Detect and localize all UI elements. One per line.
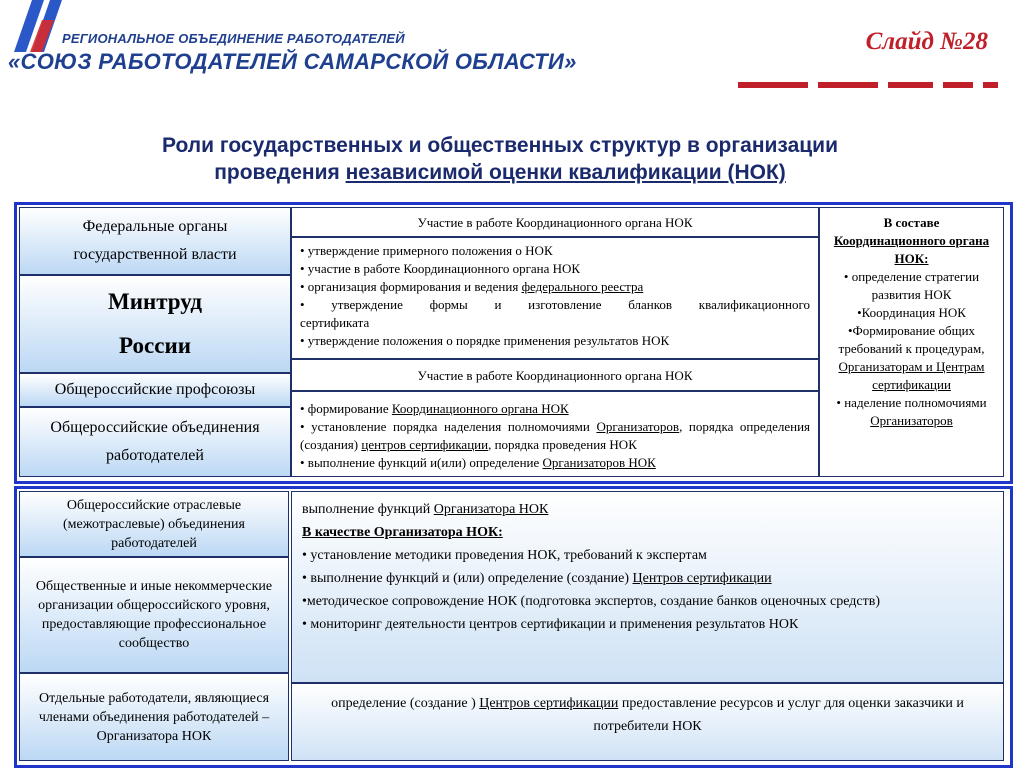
right-item2: •Координация НОК xyxy=(857,305,966,320)
left-cell-federal-bodies: Федеральные органы государственной власти xyxy=(19,207,291,275)
slide-number: Слайд №28 xyxy=(865,28,988,55)
roles-table-bottom xyxy=(14,486,1013,768)
organizer-bullet2: • выполнение функций и (или) определение (создание) Центров сертификации xyxy=(302,571,772,586)
right-cell-coordination xyxy=(819,207,1004,477)
decorative-dashes xyxy=(738,82,1008,90)
list1-item2: • участие в работе Координационного органа НОК xyxy=(300,261,581,276)
title-line1: Роли государственных и общественных структур в организации xyxy=(162,134,838,157)
list2-item1: • формирование Координационного органа НОК xyxy=(300,401,569,416)
list1-item5: • утверждение положения о порядке применения результатов НОК xyxy=(300,333,670,348)
organizer-bullet4: • мониторинг деятельности центров сертификации и применения результатов НОК xyxy=(302,617,799,632)
mintrud-line2: России xyxy=(119,333,191,358)
middle-header-1: Участие в работе Координационного органа НОК xyxy=(291,207,819,237)
right-item3-link: Организаторам и Центрам сертификации xyxy=(838,359,985,392)
title-line2-underlined: независимой оценки квалификации (НОК) xyxy=(345,161,786,184)
org-name-line2: «СОЮЗ РАБОТОДАТЕЛЕЙ САМАРСКОЙ ОБЛАСТИ» xyxy=(8,49,577,74)
mintrud-line1: Минтруд xyxy=(108,289,202,314)
left-cell-industry-unions: Общероссийские отраслевые (межотраслевые) объединения работодателей xyxy=(19,491,289,557)
list2-item2: • установление порядка наделения полномочиями Организаторов, порядка определения (создания) центров сертификации, порядка проведения НОК xyxy=(300,419,811,452)
middle-list-2 xyxy=(291,391,819,477)
title-line2 xyxy=(60,159,940,186)
list1-item1: • утверждение примерного положения о НОК xyxy=(300,243,553,258)
page-title xyxy=(60,132,940,186)
right-item1: • определение стратегии развития НОК xyxy=(843,269,980,302)
roles-table-top xyxy=(14,202,1013,484)
left-cell-nonprofits: Общественные и иные некоммерческие организации общероссийского уровня, предоставляющие профессиональное сообщество xyxy=(19,557,289,673)
right-item3: •Формирование общих требований к процедурам, xyxy=(838,323,985,356)
left-cell-individual-employers: Отдельные работодатели, являющиеся членами объединения работодателей – Организатора НОК xyxy=(19,673,289,761)
organizer-heading: В качестве Организатора НОК: xyxy=(302,525,503,540)
left-cell-mintrud xyxy=(19,275,291,373)
org-name-line1: РЕГИОНАЛЬНОЕ ОБЪЕДИНЕНИЕ РАБОТОДАТЕЛЕЙ xyxy=(62,31,405,46)
left-cell-trade-unions: Общероссийские профсоюзы xyxy=(19,373,291,407)
organizer-top-line: выполнение функций Организатора НОК xyxy=(302,502,549,517)
left-cell-employers-unions: Общероссийские объединения работодателей xyxy=(19,407,291,477)
list1-item4a: • утверждение формы и изготовление бланков квалификационного xyxy=(300,297,810,312)
logo-stripes-icon xyxy=(14,0,64,52)
certification-centers-cell: определение (создание ) Центров сертификации предоставление ресурсов и услуг для оценки заказчики и потребители НОК xyxy=(291,683,1004,761)
list1-item3: • организация формирования и ведения федерального реестра xyxy=(300,279,644,294)
right-heading2: Координационного органа НОК: xyxy=(833,233,990,266)
right-heading1: В составе xyxy=(883,215,940,230)
organizer-functions-cell xyxy=(291,491,1004,683)
middle-list-1 xyxy=(291,237,819,359)
title-line2-plain: проведения xyxy=(214,161,346,184)
organizer-bullet1: • установление методики проведения НОК, требований к экспертам xyxy=(302,548,707,563)
organizer-bullet3: •методическое сопровождение НОК (подготовка экспертов, создание банков оценочных средств) xyxy=(302,594,881,609)
list1-item4b: сертификата xyxy=(300,315,370,330)
middle-header-2: Участие в работе Координационного органа НОК xyxy=(291,359,819,391)
right-item4: • наделение полномочиями xyxy=(836,395,987,410)
right-item4-link: Организаторов xyxy=(870,413,953,428)
list2-item3: • выполнение функций и(или) определение Организаторов НОК xyxy=(300,455,656,470)
